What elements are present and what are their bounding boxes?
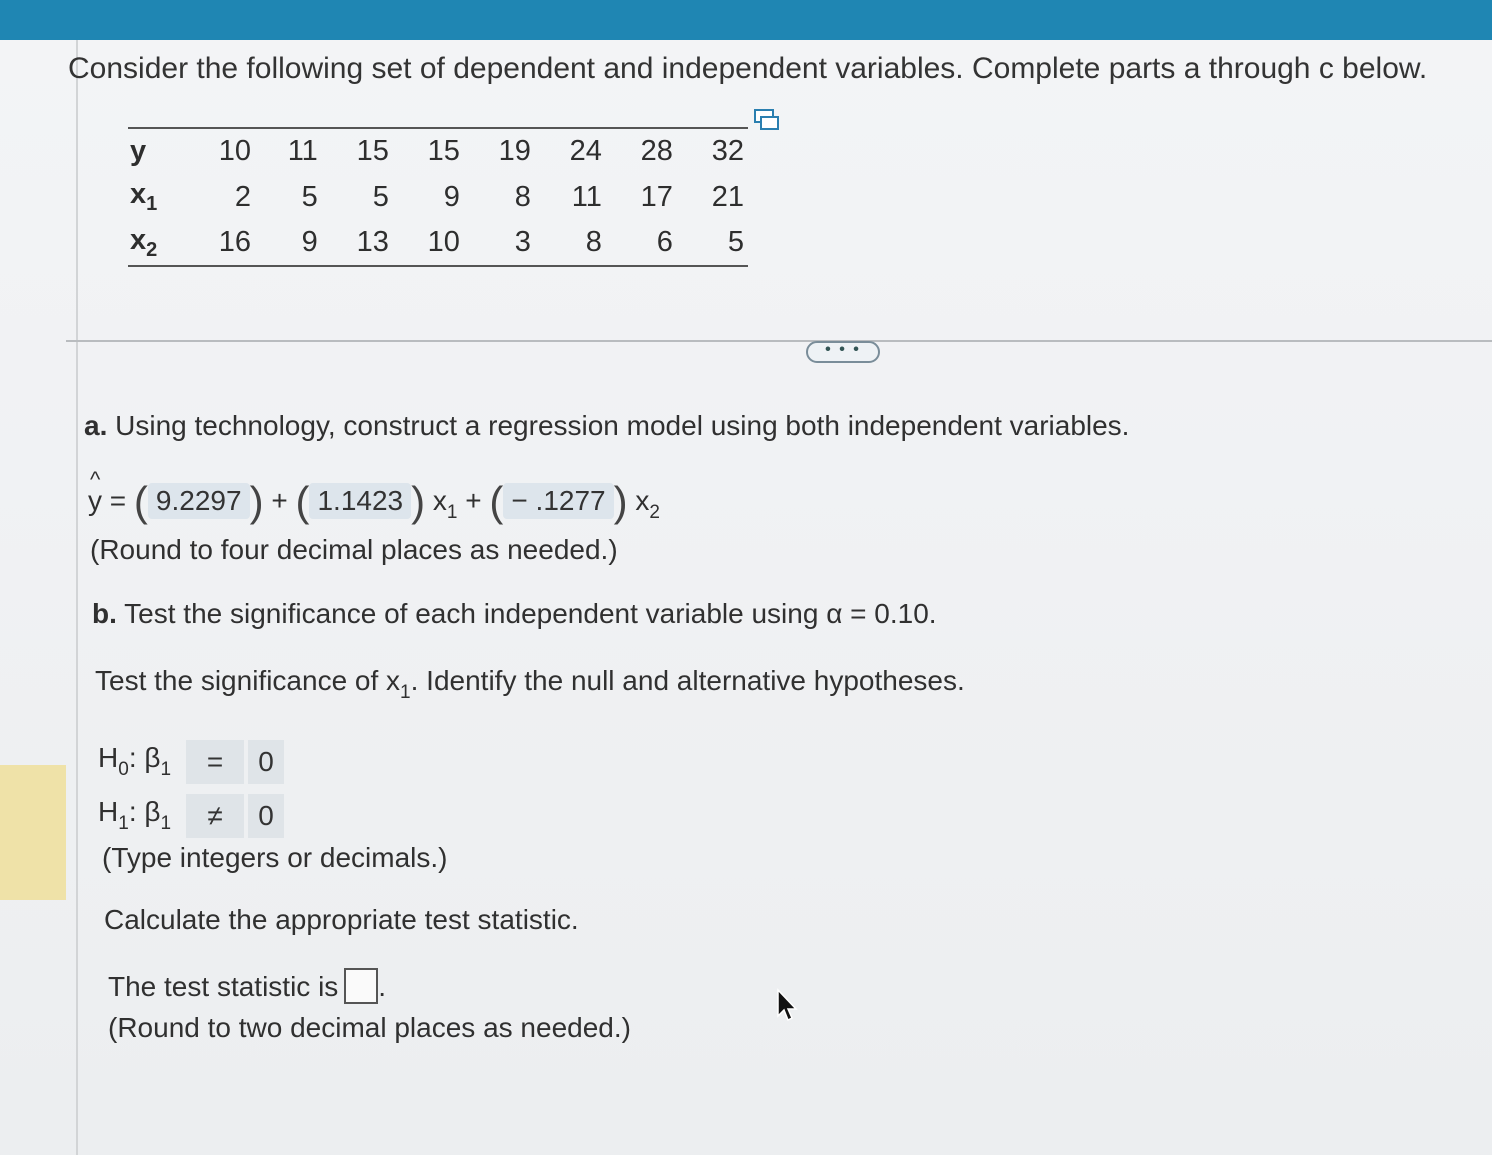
alt-hypothesis-label: $H_1$: $\beta_1$	[98, 796, 172, 834]
table-row	[128, 128, 748, 174]
table-cell: 6	[656, 226, 673, 258]
test-statistic-note: (Round to two decimal places as needed.)	[108, 1012, 631, 1043]
table-cell: 9	[443, 180, 460, 213]
left-margin-rule	[76, 40, 78, 1155]
table-cell: 11	[571, 180, 602, 213]
table-cell: 5	[372, 180, 389, 213]
row-header: $x_2$	[130, 223, 158, 261]
part-a-note: (Round to four decimal places as needed.)	[90, 534, 618, 565]
part-a-prefix: a.	[84, 410, 108, 441]
null-value-input[interactable]: 0	[248, 740, 284, 784]
part-b-text: Test the significance of each independent variable using α = 0.10.	[124, 598, 937, 629]
table-cell: 24	[569, 135, 602, 167]
regression-equation: ^ y = ( 9.2297 ) + ( 1.1423 ) $x_1$ + ( − .1277 ) $x_2$	[88, 467, 660, 525]
null-operator-select[interactable]: =	[186, 740, 244, 784]
data-table	[128, 127, 748, 267]
table-cell: 15	[356, 135, 389, 167]
test-statistic-label: The test statistic is	[108, 971, 339, 1002]
table-cell: 8	[514, 180, 531, 213]
table-row	[128, 174, 748, 220]
test-x1-text-a: Test the significance of x	[95, 665, 401, 696]
table-cell: 2	[234, 180, 252, 213]
test-x1-prompt	[95, 665, 965, 704]
calc-prompt: Calculate the appropriate test statistic.	[104, 904, 579, 935]
b0-answer[interactable]: 9.2297	[148, 483, 250, 519]
table-cell: 16	[218, 226, 252, 258]
y-hat-symbol: ^ y	[88, 467, 102, 516]
table-cell: 13	[356, 226, 389, 258]
test-statistic-input[interactable]	[344, 968, 378, 1004]
table-cell: 10	[218, 135, 252, 167]
b2-answer[interactable]: − .1277	[503, 483, 613, 519]
test-statistic-line: The test statistic is .	[108, 968, 386, 1004]
alt-operator-select[interactable]: ≠	[186, 794, 244, 838]
mouse-pointer-icon	[776, 988, 800, 1024]
table-cell: 15	[427, 135, 460, 167]
table-cell: 10	[427, 226, 460, 258]
test-x1-sub: 1	[400, 682, 411, 703]
part-b-prefix: b.	[92, 598, 117, 629]
table-cell: 5	[727, 226, 744, 258]
copy-table-icon[interactable]	[754, 108, 780, 132]
table-cell: 3	[514, 226, 531, 258]
table-cell: 11	[287, 135, 318, 167]
test-x1-text-b: . Identify the null and alternative hypotheses.	[410, 665, 965, 696]
question-intro: Consider the following set of dependent and independent variables. Complete parts a through c below.	[68, 52, 1428, 85]
table-cell: 17	[640, 180, 673, 213]
alt-value-input[interactable]: 0	[248, 794, 284, 838]
table-cell: 21	[711, 180, 744, 213]
row-header: y	[130, 135, 147, 167]
expand-more-button[interactable]: • • •	[806, 341, 880, 363]
b1-answer[interactable]: 1.1423	[309, 483, 411, 519]
row-header: $x_1$	[130, 178, 158, 215]
table-cell: 19	[498, 135, 531, 167]
part-b-prompt	[92, 598, 937, 630]
table-cell: 5	[301, 180, 318, 213]
table-cell: 32	[711, 135, 744, 167]
table-cell: 8	[585, 226, 602, 258]
part-a-text: Using technology, construct a regression model using both independent variables.	[115, 410, 1130, 441]
table-cell: 28	[640, 135, 673, 167]
table-row	[128, 220, 748, 266]
hypothesis-note: (Type integers or decimals.)	[102, 842, 448, 873]
table-cell: 9	[301, 226, 318, 258]
header-bar	[0, 0, 1492, 40]
part-a-prompt	[84, 410, 1129, 442]
null-hypothesis-label: $H_0$: $\beta_1$	[98, 742, 172, 780]
current-part-highlight	[0, 765, 66, 900]
section-divider	[66, 340, 1492, 342]
